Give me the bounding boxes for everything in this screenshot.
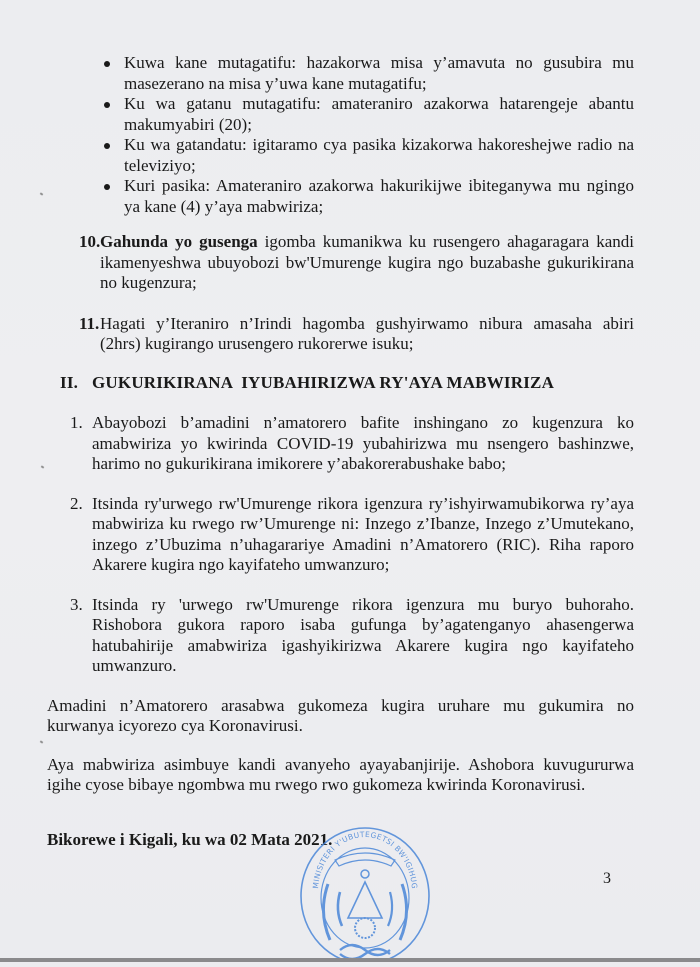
compliance-item-2 [70, 493, 634, 576]
item-bold-lead: Gahunda yo gusenga [100, 232, 258, 251]
bullet-list [100, 53, 634, 217]
bullet-icon [104, 184, 110, 190]
bullet-item [100, 135, 634, 176]
bullet-icon [104, 61, 110, 67]
item-line [100, 232, 634, 253]
bullet-text-line: ya kane (4) y’aya mabwiriza; [124, 196, 324, 216]
stamp-text: MINISITERI Y'UBUTEGETSI BW'IGIHUG [311, 829, 419, 890]
item-line: Abayobozi b’amadini n’amatorero bafite inshingano zo kugenzura ko [92, 413, 634, 432]
item-line: no kugenzura; [100, 273, 197, 292]
numbered-item-11 [79, 313, 634, 355]
svg-text:MINISITERI Y'UBUTEGETSI BW'IGI [290, 822, 419, 889]
page-number: 3 [603, 870, 611, 887]
item-line: (2hrs) kugirango urusengero rukorerwe isuku; [100, 334, 414, 353]
item-line: mabwiriza ku rwego rw’Umurenge ni: Inzego z’Ibanze, Inzego z’Umutekano, [92, 514, 634, 533]
ministry-seal-icon [290, 822, 440, 962]
item-number: 11. [79, 313, 100, 333]
item-line: Akarere kugira ngo kayifateho umwanzuro; [92, 555, 390, 574]
paragraph-line: Aya mabwiriza asimbuye kandi avanyeho ayayabanjirije. Ashobora kuvugururwa [47, 754, 634, 774]
item-line: Itsinda ry 'urwego rw'Umurenge rikora igenzura mu buryo buhoraho. [92, 594, 634, 614]
bullet-item [100, 53, 634, 94]
item-number: 1. [70, 413, 83, 432]
item-text: igomba kumanikwa ku rusengero ahagaragara kandi [257, 232, 634, 251]
bullet-icon [104, 102, 110, 108]
bullet-icon [104, 143, 110, 149]
compliance-item-3 [70, 594, 634, 677]
paragraph-supersedes [47, 755, 634, 796]
item-line: harimo no gukurikirana imikorere y’abakorerabushake babo; [92, 454, 506, 473]
bullet-item [100, 94, 634, 135]
scan-speck [41, 465, 45, 468]
bullet-text-line: Kuri pasika: Amateraniro azakorwa hakurikijwe ibiteganywa mu ngingo [124, 176, 634, 195]
signature-place-date: Bikorewe i Kigali, ku wa 02 Mata 2021. [47, 829, 333, 849]
item-line: umwanzuro. [92, 656, 177, 675]
item-line: hatubahirije amabwiriza igashyikirizwa Akarere kugira ngo kayifateho [92, 635, 634, 655]
item-line: Hagati y’Iteraniro n’Irindi hagomba gushyirwamo nibura amasaha abiri [100, 313, 634, 333]
paragraph-line: igihe cyose bibaye ngombwa mu rwego rwo gukomeza kwirinda Koronavirusi. [47, 775, 586, 794]
paragraph-line: Amadini n’Amatorero arasabwa gukomeza kugira uruhare mu gukumira no [47, 695, 634, 715]
item-line: amabwiriza yo kwirinda COVID-19 yubahirizwa mu nsengero bashinzwe, [92, 433, 634, 453]
bullet-text-line: Kuwa kane mutagatifu: hazakorwa misa y’amavuta no gusubira mu [124, 53, 634, 72]
item-line: ikamenyeshwa ubuyobozi bw'Umurenge kugira ngo buzabashe gukurikirana [100, 252, 634, 272]
bullet-text-line: Ku wa gatandatu: igitaramo cya pasika kizakorwa hakoreshejwe radio na [124, 135, 634, 154]
paragraph-churches [47, 696, 634, 737]
section-title: GUKURIKIRANA IYUBAHIRIZWA RY'AYA MABWIRIZA [92, 372, 555, 392]
bullet-text-line: masezerano na misa y’uwa kane mutagatifu; [124, 73, 427, 93]
item-number: 3. [70, 594, 83, 614]
official-stamp [290, 822, 440, 962]
scan-speck [40, 192, 44, 195]
item-number: 10. [79, 232, 101, 251]
item-line: inzego z’Ubuzima n’uhagarariye Amadini n’Amatorero (RIC). Riha raporo [92, 534, 634, 554]
section-roman-numeral: II. [60, 372, 79, 392]
compliance-item-1 [70, 413, 634, 475]
scan-speck [40, 740, 44, 743]
section-heading [60, 373, 634, 394]
bottom-edge-bar [0, 958, 700, 962]
item-line: Rishobora gukora raporo isaba gufunga by’agatenganyo ahasengerwa [92, 615, 634, 634]
bullet-text-line: makumyabiri (20); [124, 114, 252, 134]
item-number: 2. [70, 493, 83, 513]
numbered-item-10 [79, 232, 634, 294]
document-body [47, 53, 634, 850]
paragraph-line: kurwanya icyorezo cya Koronavirusi. [47, 716, 303, 735]
item-line: Itsinda ry'urwego rw'Umurenge rikora igenzura ry’ishyirwamubikorwa ry’aya [92, 493, 634, 513]
bullet-text-line: televiziyo; [124, 155, 196, 175]
bullet-text-line: Ku wa gatanu mutagatifu: amateraniro azakorwa hatarengeje abantu [124, 94, 634, 113]
bullet-item [100, 176, 634, 217]
